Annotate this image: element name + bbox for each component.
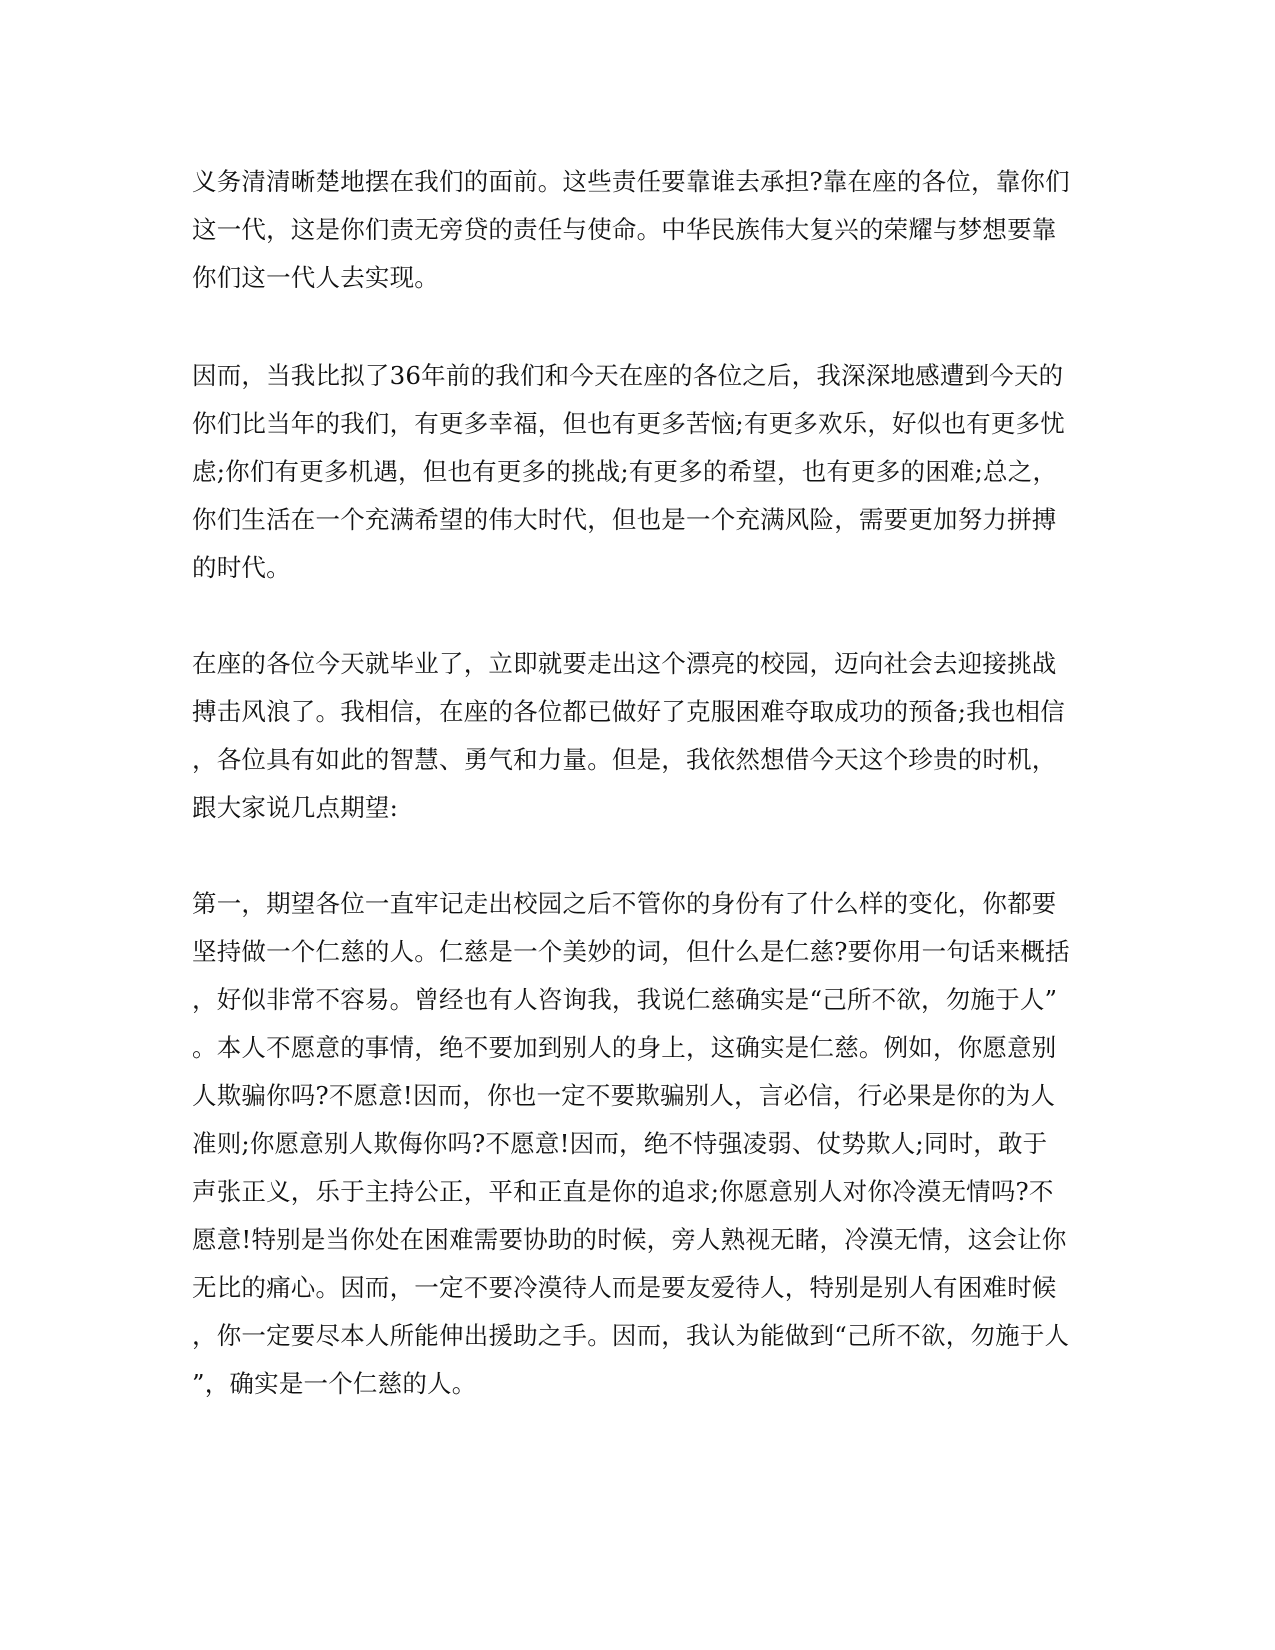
paragraph-3 [192,640,1092,832]
paragraph-2 [192,352,1092,592]
text-line: 第一，期望各位一直牢记走出校园之后不管你的身份有了什么样的变化，你都要 [192,889,1057,918]
text-line: 的时代。 [192,553,291,582]
text-line: 声张正义，乐于主持公正，平和正直是你的追求;你愿意别人对你冷漠无情吗?不 [192,1177,1054,1206]
text-line: 坚持做一个仁慈的人。仁慈是一个美妙的词，但什么是仁慈?要你用一句话来概括 [192,937,1070,966]
text-line: 义务清清晰楚地摆在我们的面前。这些责任要靠谁去承担?靠在座的各位，靠你们 [192,167,1070,196]
text-line: ”，确实是一个仁慈的人。 [192,1369,477,1398]
text-line: 人欺骗你吗?不愿意!因而，你也一定不要欺骗别人，言必信，行必果是你的为人 [192,1081,1056,1110]
text-line: 准则;你愿意别人欺侮你吗?不愿意!因而，绝不恃强凌弱、仗势欺人;同时，敢于 [192,1129,1048,1158]
text-line: 跟大家说几点期望: [192,793,399,822]
text-line: 搏击风浪了。我相信，在座的各位都已做好了克服困难夺取成功的预备;我也相信 [192,697,1065,726]
text-line: 愿意!特别是当你处在困难需要协助的时候，旁人熟视无睹，冷漠无情，这会让你 [192,1225,1067,1254]
paragraph-4 [192,880,1092,1408]
text-line: 你们这一代人去实现。 [192,263,439,292]
text-line: 因而，当我比拟了36年前的我们和今天在座的各位之后，我深深地感遭到今天的 [192,361,1064,390]
text-line: 在座的各位今天就毕业了，立即就要走出这个漂亮的校园，迈向社会去迎接挑战 [192,649,1057,678]
text-line: 你们比当年的我们，有更多幸福，但也有更多苦恼;有更多欢乐，好似也有更多忧 [192,409,1065,438]
paragraph-1 [192,158,1092,302]
text-line: 无比的痛心。因而，一定不要冷漠待人而是要友爱待人，特别是别人有困难时候 [192,1273,1057,1302]
text-line: ，好似非常不容易。曾经也有人咨询我，我说仁慈确实是“己所不欲，勿施于人” [192,985,1058,1014]
text-line: 虑;你们有更多机遇，但也有更多的挑战;有更多的希望，也有更多的困难;总之， [192,457,1058,486]
text-line: ，你一定要尽本人所能伸出援助之手。因而，我认为能做到“己所不欲，勿施于人 [192,1321,1070,1350]
text-line: 你们生活在一个充满希望的伟大时代，但也是一个充满风险，需要更加努力拼搏 [192,505,1057,534]
text-line: ，各位具有如此的智慧、勇气和力量。但是，我依然想借今天这个珍贵的时机， [192,745,1057,774]
text-line: 这一代，这是你们责无旁贷的责任与使命。中华民族伟大复兴的荣耀与梦想要靠 [192,215,1057,244]
text-line: 。本人不愿意的事情，绝不要加到别人的身上，这确实是仁慈。例如，你愿意别 [192,1033,1057,1062]
